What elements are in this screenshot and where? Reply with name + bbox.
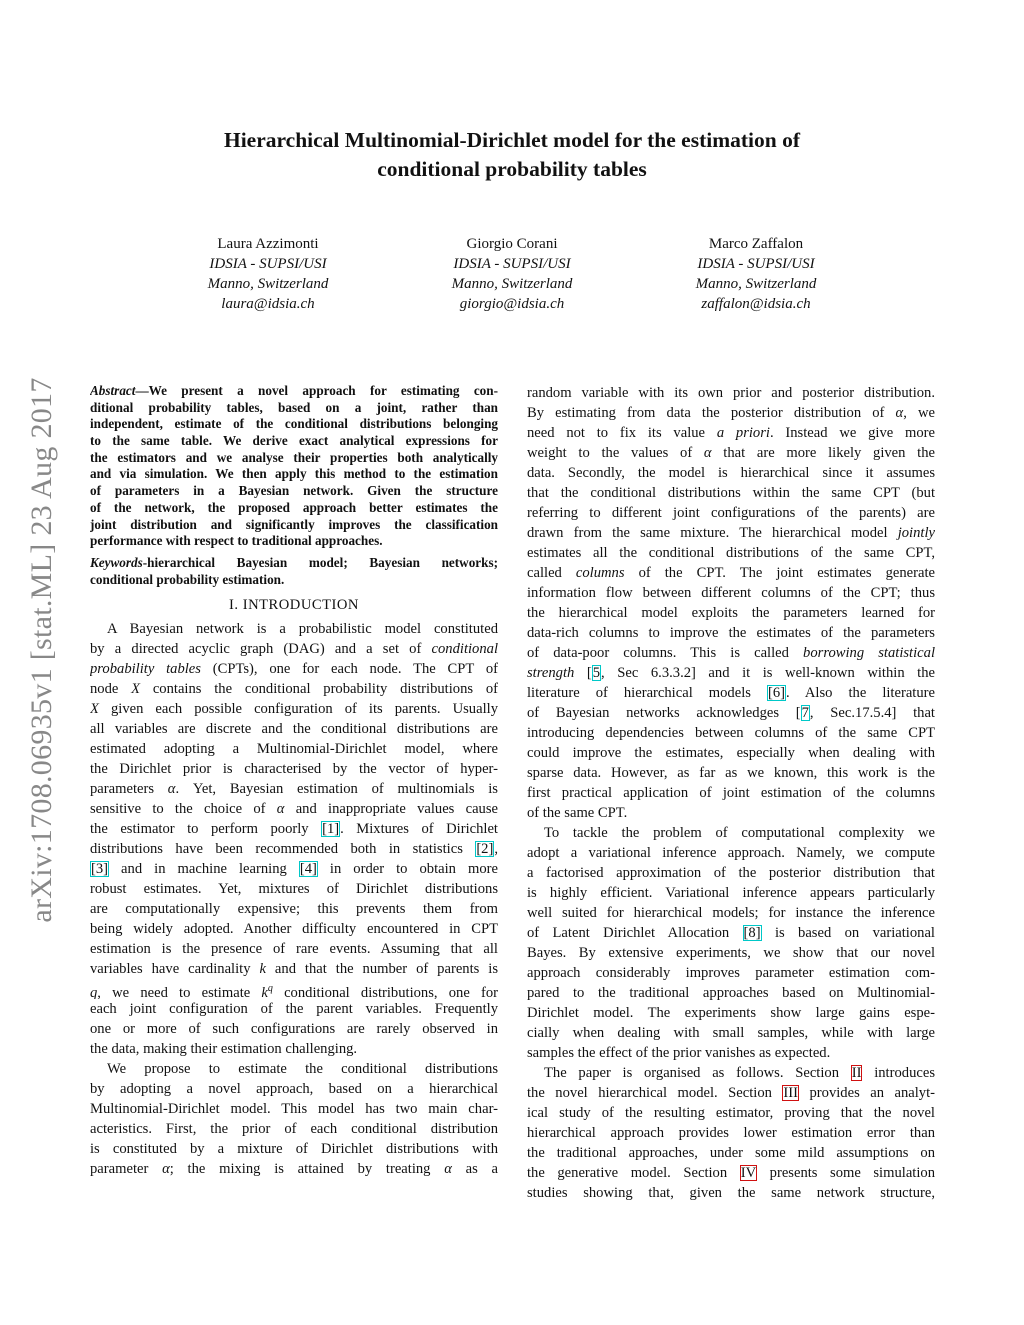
- math-symbol: q: [90, 985, 98, 1000]
- right-column: [527, 383, 935, 1203]
- text-run: that the conditional distributions within the same CPT (but: [527, 485, 935, 501]
- text-line: [527, 383, 935, 403]
- text-run: data-rich columns to improve the estimates of the parameters: [527, 625, 935, 641]
- text-line: [527, 583, 935, 603]
- text-run: , we need to estimate: [97, 985, 262, 1000]
- keywords-label: Keywords: [90, 554, 143, 570]
- text-run: . Also the literature: [786, 685, 935, 701]
- text-line: [527, 423, 935, 443]
- text-line: [90, 639, 498, 659]
- text-line: [90, 839, 498, 859]
- section-link[interactable]: II: [851, 1065, 862, 1081]
- text-line: [527, 643, 935, 663]
- title-line: Hierarchical Multinomial-Dirichlet model for the estimation of: [223, 128, 800, 152]
- paper-title: [150, 126, 874, 184]
- text-line: [527, 903, 935, 923]
- text-line: [90, 1079, 498, 1099]
- text-line: [527, 983, 935, 1003]
- abstract-line: of the network, the proposed approach better estimates the: [90, 499, 498, 515]
- text-line: [90, 879, 498, 899]
- text-run: To tackle the problem of computational complexity we: [544, 825, 935, 841]
- keywords: [90, 555, 498, 572]
- text-line: [90, 759, 498, 779]
- author-location: Manno, Switzerland: [695, 276, 817, 292]
- left-body-text: [90, 619, 498, 1179]
- text-run: is based on variational: [761, 925, 935, 941]
- abstract-line: performance with respect to traditional approaches.: [90, 533, 383, 549]
- text-line: [90, 799, 498, 819]
- text-line: [527, 443, 935, 463]
- text-line: [90, 939, 498, 959]
- abstract-line: independent, estimate of the conditional distributions belonging: [90, 416, 498, 432]
- math-symbol: α: [703, 445, 712, 461]
- text-run: random variable with its own prior and posterior distribution.: [527, 385, 935, 401]
- text-line: [527, 1123, 935, 1143]
- text-run: given each possible configuration of its parents. Usually: [98, 701, 498, 718]
- text-run: provides an analyt-: [799, 1085, 935, 1101]
- right-body-text: [527, 383, 935, 1203]
- text-line: [90, 1119, 498, 1139]
- text-line: [90, 699, 498, 719]
- text-line: [527, 963, 935, 983]
- author-block: [138, 234, 398, 314]
- citation-link[interactable]: 5: [592, 665, 601, 681]
- keywords-line: -hierarchical Bayesian model; Bayesian networks;: [142, 554, 498, 570]
- text-run: information flow between different columns of the CPT; thus: [527, 585, 935, 601]
- text-run: and in machine learning: [109, 861, 299, 878]
- text-line: [527, 763, 935, 783]
- math-symbol: k: [261, 985, 268, 1000]
- text-line: [90, 679, 498, 699]
- text-run: referring to different joint configurations of the parents) are: [527, 505, 935, 521]
- citation-link[interactable]: [3]: [91, 861, 109, 878]
- text-line: [527, 1063, 935, 1083]
- text-line: [90, 819, 498, 839]
- text-run: parameter: [90, 1161, 163, 1178]
- text-run: the Dirichlet prior is characterised by the vector of hyper-: [90, 761, 498, 778]
- text-run: A Bayesian network is a probabilistic model constituted: [107, 621, 498, 638]
- abstract-label: Abstract: [90, 383, 136, 398]
- text-line: [527, 503, 935, 523]
- text-line: [527, 1163, 935, 1183]
- abstract-line: of parameters in a Bayesian network. Given the structure: [90, 483, 498, 499]
- author-block: [626, 234, 886, 314]
- text-run: a factorised approximation of the posterior distribution that: [527, 865, 935, 881]
- text-run: variables have cardinality: [90, 961, 260, 978]
- text-run: could improve the estimates, especially when dealing with: [527, 745, 935, 761]
- text-line: [90, 719, 498, 739]
- abstract: [90, 383, 498, 588]
- text-line: [90, 659, 498, 679]
- title-line: conditional probability tables: [377, 157, 647, 181]
- section-link[interactable]: IV: [740, 1165, 757, 1181]
- text-run: is constituted by a mixture of Dirichlet distributions with: [90, 1141, 498, 1158]
- text-line: [527, 463, 935, 483]
- abstract-line: ditional probability tables, based on a joint, rather than: [90, 399, 498, 415]
- text-run: by a directed acyclic graph (DAG) and a set of: [90, 641, 432, 658]
- text-run: hierarchical approach provides lower estimation error than: [527, 1125, 935, 1141]
- text-run: the hierarchical model exploits the parameters learned for: [527, 605, 935, 621]
- text-run: the generative model. Section: [527, 1165, 740, 1181]
- text-run: each joint configuration of the parent variables. Frequently: [90, 1001, 498, 1018]
- author-affiliation: IDSIA - SUPSI/USI: [209, 256, 327, 272]
- author-name: Marco Zaffalon: [708, 236, 804, 252]
- math-symbol: α: [895, 405, 904, 421]
- math-symbol: α: [444, 1161, 452, 1178]
- text-line: [90, 959, 498, 979]
- text-line: [527, 603, 935, 623]
- text-run: The paper is organised as follows. Section: [544, 1065, 851, 1081]
- text-run: ,: [494, 841, 498, 858]
- text-run: and inappropriate values cause: [284, 801, 498, 818]
- text-line: [527, 943, 935, 963]
- text-run: called: [527, 565, 576, 581]
- text-run: estimates all the conditional distributions of the same CPT,: [527, 545, 935, 561]
- text-run: sensitive to the choice of: [90, 801, 277, 818]
- text-line: [527, 883, 935, 903]
- text-line: [527, 663, 935, 683]
- emphasis: a priori: [716, 425, 770, 441]
- text-run: By estimating from data the posterior distribution of: [527, 405, 896, 421]
- text-run: well suited for hierarchical models; for instance the inference: [527, 905, 935, 921]
- text-run: pared to the traditional approaches based on Multinomial-: [527, 985, 935, 1001]
- text-run: contains the conditional probability distributions of: [140, 681, 498, 698]
- citation-link[interactable]: [4]: [299, 861, 317, 878]
- author-name: Giorgio Corani: [466, 236, 558, 252]
- emphasis: conditional: [431, 641, 498, 658]
- section-number: I.: [229, 597, 239, 614]
- text-line: [90, 899, 498, 919]
- text-line: [90, 859, 498, 879]
- text-line: [527, 1183, 935, 1203]
- text-run: of Bayesian networks acknowledges [: [527, 705, 801, 721]
- text-line: [90, 1139, 498, 1159]
- text-run: , Sec 6.3.3.2] and it is well-known within the: [601, 665, 935, 681]
- text-run: is highly efficient. Variational inference appears particularly: [527, 885, 935, 901]
- text-line: [527, 1103, 935, 1123]
- text-run: , we: [903, 405, 935, 421]
- text-run: the estimator to perform poorly: [90, 821, 322, 838]
- text-line: [527, 683, 935, 703]
- section-heading: [90, 595, 498, 615]
- text-run: of data-poor columns. This is called: [527, 645, 804, 661]
- citation-link[interactable]: [6]: [767, 685, 785, 701]
- text-run: presents some simulation: [757, 1165, 935, 1181]
- text-run: estimation is the presence of rare events. Assuming that all: [90, 941, 498, 958]
- text-line: [527, 1003, 935, 1023]
- left-column: [90, 383, 498, 1179]
- citation-link[interactable]: [1]: [322, 821, 340, 838]
- text-run: . Yet, Bayesian estimation of multinomials is: [175, 781, 498, 798]
- text-run: one or more of such configurations are rarely observed in: [90, 1021, 498, 1038]
- text-run: Dirichlet model. The experiments show large gains espe-: [527, 1005, 935, 1021]
- author-location: Manno, Switzerland: [207, 276, 329, 292]
- text-run: [: [574, 665, 592, 681]
- text-run: acteristics. First, the prior of each conditional distribution: [90, 1121, 498, 1138]
- text-line: [527, 703, 935, 723]
- text-line: [527, 1023, 935, 1043]
- text-line: [527, 1143, 935, 1163]
- text-run: samples the effect of the prior vanishes as expected.: [527, 1045, 831, 1061]
- text-run: literature of hierarchical models: [527, 685, 767, 701]
- text-line: [527, 743, 935, 763]
- text-run: all variables are discrete and the conditional distributions are: [90, 721, 498, 738]
- text-run: the data, making their estimation challenging.: [90, 1041, 358, 1058]
- math-symbol: k: [259, 961, 266, 978]
- text-line: [527, 523, 935, 543]
- text-line: [527, 823, 935, 843]
- text-run: ; the mixing is attained by treating: [169, 1161, 445, 1178]
- superscript: q: [267, 983, 273, 995]
- text-run: of Latent Dirichlet Allocation: [527, 925, 743, 941]
- author-block: [382, 234, 642, 314]
- text-line: [90, 999, 498, 1019]
- text-run: introducing dependencies between columns of the same CPT: [527, 725, 935, 741]
- text-line: [527, 863, 935, 883]
- text-line: [527, 483, 935, 503]
- text-line: [90, 979, 498, 999]
- emphasis: borrowing statistical: [803, 645, 935, 661]
- text-run: parameters: [90, 781, 168, 798]
- text-line: [90, 919, 498, 939]
- text-line: [527, 843, 935, 863]
- arxiv-stamp: arXiv:1708.06935v1 [stat.ML] 23 Aug 2017: [25, 377, 58, 923]
- abstract-line: to the same table. We derive exact analytical expressions for: [90, 433, 498, 449]
- author-affiliation: IDSIA - SUPSI/USI: [697, 256, 815, 272]
- text-run: need not to fix its value: [527, 425, 717, 441]
- text-run: approach considerably improves parameter estimation com-: [527, 965, 935, 981]
- emphasis: columns: [575, 565, 625, 581]
- text-line: [527, 803, 935, 823]
- abstract-line: the estimators and we analyse their properties both analytically: [90, 449, 498, 465]
- math-symbol: α: [167, 781, 176, 798]
- text-line: [90, 779, 498, 799]
- text-run: and that the number of parents is: [265, 961, 498, 978]
- text-run: ical study of the resulting estimator, proving that the novel: [527, 1105, 935, 1121]
- text-run: are computationally expensive; this prevents them from: [90, 901, 498, 918]
- text-run: drawn from the same mixture. The hierarchical model: [527, 525, 898, 541]
- text-run: being widely adopted. Another difficulty encountered in CPT: [90, 921, 498, 938]
- text-line: [527, 1083, 935, 1103]
- abstract-line: —We present a novel approach for estimating con-: [135, 383, 498, 398]
- text-run: adopt a variational inference approach. Namely, we compute: [527, 845, 935, 861]
- text-run: of the same CPT.: [527, 805, 628, 821]
- section-link[interactable]: III: [783, 1085, 799, 1101]
- math-symbol: α: [276, 801, 285, 818]
- text-run: conditional distributions, one for: [272, 985, 498, 1000]
- author-email[interactable]: zaffalon@idsia.ch: [701, 296, 811, 312]
- citation-link[interactable]: [8]: [743, 925, 761, 941]
- emphasis: strength: [527, 665, 575, 681]
- text-run: in order to obtain more: [317, 861, 498, 878]
- math-symbol: α: [162, 1161, 170, 1178]
- text-line: [90, 1039, 498, 1059]
- author-email[interactable]: giorgio@idsia.ch: [459, 296, 565, 312]
- text-run: estimated adopting a Multinomial-Dirichlet model, where: [90, 741, 498, 758]
- text-run: . Instead we give more: [769, 425, 935, 441]
- text-run: , Sec.17.5.4] that: [809, 705, 935, 721]
- text-run: of the CPT. The joint estimates generate: [624, 565, 935, 581]
- text-line: [90, 619, 498, 639]
- text-run: first practical application of joint estimation of the columns: [527, 785, 935, 801]
- abstract-line: joint distribution and significantly improves the classification: [90, 516, 498, 532]
- text-run: data. Secondly, the model is hierarchical since it assumes: [527, 465, 935, 481]
- text-line: [90, 1059, 498, 1079]
- text-line: [527, 563, 935, 583]
- text-run: distributions have been recommended both in statistics: [90, 841, 476, 858]
- author-location: Manno, Switzerland: [451, 276, 573, 292]
- text-run: the traditional approaches, under some mild assumptions on: [527, 1145, 935, 1161]
- text-line: [90, 1019, 498, 1039]
- text-run: sparse data. However, as far as we known, this work is the: [527, 765, 935, 781]
- text-run: that are more likely given the: [711, 445, 935, 461]
- text-run: node: [90, 681, 132, 698]
- text-line: [90, 1099, 498, 1119]
- text-line: [527, 403, 935, 423]
- text-run: introduces: [862, 1065, 935, 1081]
- citation-link[interactable]: [2]: [476, 841, 494, 858]
- author-affiliation: IDSIA - SUPSI/USI: [453, 256, 571, 272]
- text-line: [90, 1159, 498, 1179]
- math-symbol: X: [90, 701, 99, 718]
- text-run: weight to the values of: [527, 445, 704, 461]
- math-symbol: X: [131, 681, 141, 698]
- text-run: We propose to estimate the conditional distributions: [107, 1061, 498, 1078]
- section-title: INTRODUCTION: [242, 597, 359, 614]
- text-line: [527, 783, 935, 803]
- text-line: [90, 739, 498, 759]
- text-run: Multinomial-Dirichlet model. This model has two main char-: [90, 1101, 498, 1118]
- text-line: [527, 723, 935, 743]
- text-run: as a: [451, 1161, 498, 1178]
- emphasis: probability tables: [90, 661, 201, 678]
- text-run: by adopting a novel approach, based on a hierarchical: [90, 1081, 498, 1098]
- keywords-line: conditional probability estimation.: [90, 571, 285, 587]
- emphasis: jointly: [897, 525, 935, 541]
- text-line: [527, 623, 935, 643]
- text-run: studies showing that, given the same network structure,: [527, 1185, 935, 1201]
- citation-link[interactable]: 7: [801, 705, 809, 721]
- abstract-line: and via simulation. We then apply this method to the estimation: [90, 466, 498, 482]
- text-run: (CPTs), one for each node. The CPT of: [200, 661, 498, 678]
- text-run: Bayes. By extensive experiments, we show that our novel: [527, 945, 935, 961]
- text-line: [527, 543, 935, 563]
- text-run: robust estimates. Yet, mixtures of Dirichlet distributions: [90, 881, 498, 898]
- text-run: . Mixtures of Dirichlet: [340, 821, 498, 838]
- text-line: [527, 923, 935, 943]
- text-run: cially when dealing with small samples, while with large: [527, 1025, 935, 1041]
- text-run: the novel hierarchical model. Section: [527, 1085, 783, 1101]
- author-email[interactable]: laura@idsia.ch: [221, 296, 315, 312]
- text-line: [527, 1043, 935, 1063]
- author-name: Laura Azzimonti: [217, 236, 319, 252]
